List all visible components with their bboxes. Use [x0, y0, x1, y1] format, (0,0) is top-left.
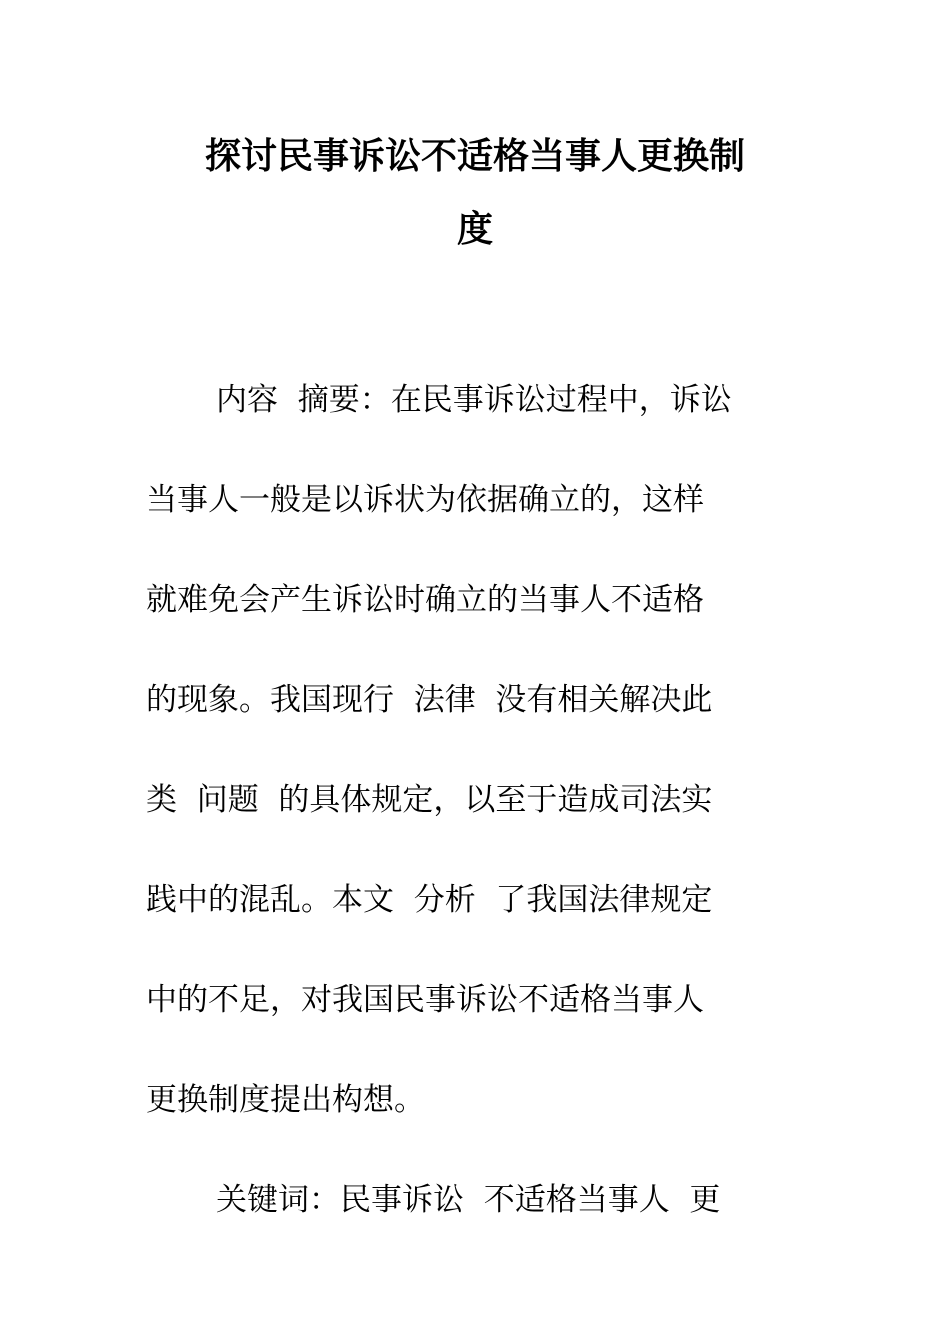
abstract-line: 当事人一般是以诉状为依据确立的，这样	[146, 482, 704, 518]
abstract-line: 更换制度提出构想。	[146, 1082, 425, 1118]
document-title-line-1: 探讨民事诉讼不适格当事人更换制	[204, 135, 745, 177]
abstract-line: 类 问题 的具体规定，以至于造成司法实	[146, 782, 713, 818]
abstract-line: 践中的混乱。本文 分析 了我国法律规定	[146, 882, 713, 918]
abstract-line: 的现象。我国现行 法律 没有相关解决此	[146, 682, 713, 718]
abstract-line: 内容 摘要：在民事诉讼过程中，诉讼	[216, 382, 732, 418]
document-title-line-2: 度	[456, 208, 493, 250]
abstract-line: 中的不足，对我国民事诉讼不适格当事人	[146, 982, 704, 1018]
keywords-line: 关键词：民事诉讼 不适格当事人 更	[216, 1182, 721, 1218]
abstract-line: 就难免会产生诉讼时确立的当事人不适格	[146, 582, 704, 618]
